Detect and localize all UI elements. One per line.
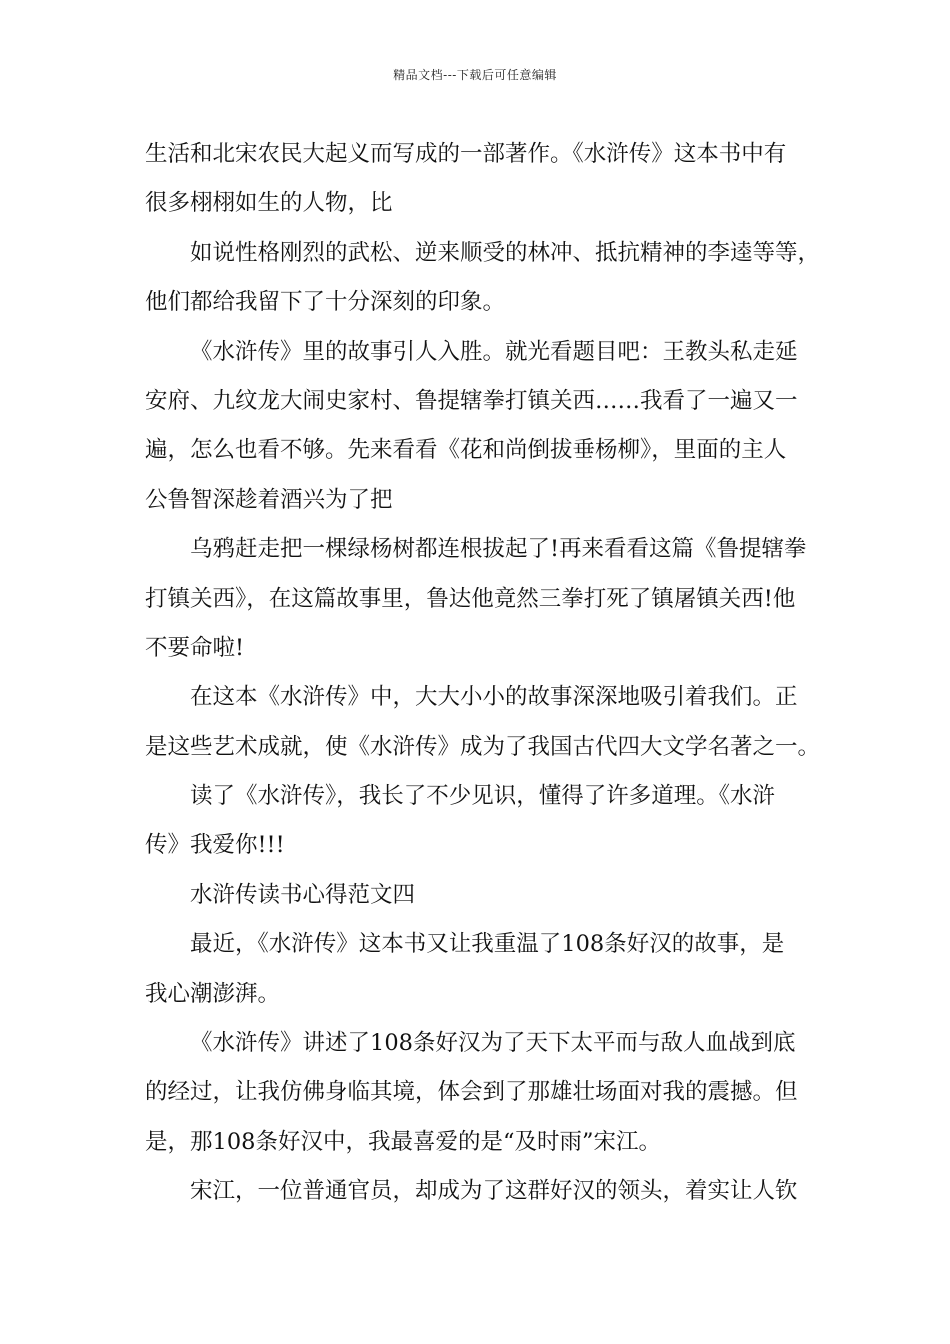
text-line: 不要命啦!: [145, 634, 245, 661]
text-line: 是这些艺术成就，使《水浒传》成为了我国古代四大文学名著之一。: [145, 733, 821, 760]
text-line: 乌鸦赶走把一棵绿杨树都连根拔起了!再来看看这篇《鲁提辖拳: [190, 536, 807, 563]
text-line: 如说性格刚烈的武松、逆来顺受的林冲、抵抗精神的李逵等等，: [190, 239, 821, 266]
text-line: 在这本《水浒传》中，大大小小的故事深深地吸引着我们。正: [190, 684, 798, 711]
document-body: [145, 130, 821, 1217]
text-line: 的经过，让我仿佛身临其境，体会到了那雄壮场面对我的震撼。但: [145, 1079, 798, 1106]
text-line: 遍，怎么也看不够。先来看看《花和尚倒拔垂杨柳》，里面的主人: [145, 437, 787, 464]
text-line: 他们都给我留下了十分深刻的印象。: [145, 289, 506, 316]
text-line: 打镇关西》，在这篇故事里，鲁达他竟然三拳打死了镇屠镇关西!他: [145, 585, 796, 612]
text-line: 传》我爱你!!!: [145, 832, 285, 859]
text-line: 我心潮澎湃。: [145, 980, 281, 1007]
text-line: 读了《水浒传》，我长了不少见识，懂得了许多道理。《水浒: [190, 783, 776, 810]
text-line: 水浒传读书心得范文四: [190, 881, 416, 908]
text-line: 《水浒传》里的故事引人入胜。就光看题目吧：王教头私走延: [190, 338, 798, 365]
text-line: 安府、九纹龙大闹史家村、鲁提辖拳打镇关西……我看了一遍又一: [145, 387, 798, 414]
text-line: 《水浒传》讲述了108条好汉为了天下太平而与敌人血战到底: [190, 1030, 796, 1057]
text-line: 很多栩栩如生的人物，比: [145, 190, 393, 217]
text-line: 宋江，一位普通官员，却成为了这群好汉的领头，着实让人钦: [190, 1178, 798, 1205]
page-header: 精品文档---下载后可任意编辑: [393, 68, 557, 82]
text-line: 是，那108条好汉中，我最喜爱的是“及时雨”宋江。: [145, 1128, 661, 1155]
text-line: 生活和北宋农民大起义而写成的一部著作。《水浒传》这本书中有: [145, 141, 787, 167]
text-line: 最近，《水浒传》这本书又让我重温了108条好汉的故事，是: [190, 931, 785, 958]
text-line: 公鲁智深趁着酒兴为了把: [145, 486, 393, 513]
